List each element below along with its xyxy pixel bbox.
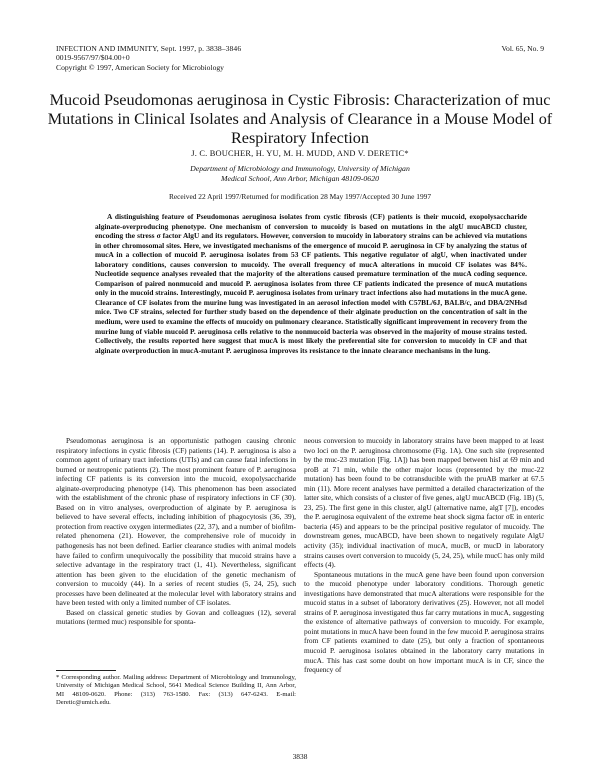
affiliation-line-1: Department of Microbiology and Immunology, University of Michigan: [190, 164, 410, 173]
affiliation-line-2: Medical School, Ann Arbor, Michigan 48109-0620: [220, 174, 380, 183]
journal-citation: INFECTION AND IMMUNITY, Sept. 1997, p. 3838–3846: [56, 44, 242, 53]
copyright: Copyright © 1997, American Society for Microbiology: [56, 62, 224, 72]
body-paragraph: Based on classical genetic studies by Govan and colleagues (12), several mutations (termed muc) responsible for sponta-: [56, 607, 296, 627]
body-column-left: [56, 436, 296, 627]
corresponding-author-footnote: * Corresponding author. Mailing address: Department of Microbiology and Immunology, University of Michigan Medical School, 5641 Medical Science Building II, Ann Arbor, MI 48109-0620. Phone: (313) 763-1580. Fax: (313) 647-6243. E-mail: Deretic@umich.edu.: [56, 674, 296, 707]
journal-header: [56, 44, 241, 72]
issn: 0019-9567/97/$04.00+0: [56, 53, 130, 63]
abstract: A distinguishing feature of Pseudomonas aeruginosa isolates from cystic fibrosis (CF) patients is their mucoid, exopolysaccharide alginate-overproducing phenotype. One mechanism of conversion to mucoidy is based on mutations in the algU mucABCD cluster, encoding the stress σ factor AlgU and its regulators. However, conversion to mucoidy in laboratory strains can be achieved via mutations in other chromosomal sites. Here, we investigated mechanisms of the emergence of mucoid P. aeruginosa in CF by analyzing the status of mucA in a collection of mucoid P. aeruginosa isolates from 53 CF patients. This negative regulator of algU, when inactivated under laboratory conditions, causes conversion to mucoidy. The overall frequency of mucA alterations in mucoid CF isolates was 84%. Nucleotide sequence analyses revealed that the majority of the alterations caused premature termination of the mucA coding sequence. Comparison of paired nonmucoid and mucoid P. aeruginosa isolates from three CF patients indicated the presence of mucA mutations only in the mucoid strains. Interestingly, mucoid P. aeruginosa isolates from urinary tract infections also had mutations in the mucA gene. Clearance of CF isolates from the murine lung was investigated in an aerosol infection model with C57BL/6J, BALB/c, and DBA/2NHsd mice. Two CF strains, selected for further study based on the dependence of their alginate production on the concentration of salt in the medium, were used to examine the effects of mucoidy on pulmonary clearance. Statistically significant improvement in recovery from the murine lung of viable mucoid P. aeruginosa cells relative to the nonmucoid bacteria was observed in the majority of mouse strains tested. Collectively, the results reported here suggest that mucA is most likely the preferential site for conversion to mucoidy in CF and that alginate overproduction in mucA-mutant P. aeruginosa improves its resistance to the innate clearance mechanisms in the lung.: [95, 212, 527, 355]
author-list: J. C. BOUCHER, H. YU, M. H. MUDD, AND V. DERETIC*: [191, 149, 409, 158]
received-dates: Received 22 April 1997/Returned for modification 28 May 1997/Accepted 30 June 1997: [168, 192, 432, 201]
affiliation: [0, 164, 600, 184]
volume-issue: Vol. 65, No. 9: [501, 44, 544, 53]
footnote-rule: [56, 670, 116, 671]
body-paragraph: neous conversion to mucoidy in laboratory strains have been mapped to at least two loci on the P. aeruginosa chromosome (Fig. 1A). One such site (represented by the muc-23 mutation [Fig. 1A]) has been mapped between hisI at 69 min and proB at 71 min, while the other major locus (represented by the muc-22 mutation) has been found to be cotransducible with the pruAB marker at 67.5 min (11). More recent analyses have permitted a detailed characterization of the latter site, which consists of a cluster of five genes, algU mucABCD (Fig. 1B) (5, 23, 25). The first gene in this cluster, algU (alternative name, algT [7]), encodes the P. aeruginosa equivalent of the extreme heat shock sigma factor σE in enteric bacteria (45) and appears to be the principal positive regulator of mucoidy. The downstream genes, mucABCD, have been shown to negatively regulate AlgU activity (35); individual inactivation of mucA, mucB, or mucD in laboratory strains causes overt conversion to mucoidy (5, 24, 25), while mucC has only mild effects (4).: [304, 436, 544, 570]
body-column-right: [304, 436, 544, 675]
page-number: 3838: [292, 752, 308, 761]
body-paragraph: Pseudomonas aeruginosa is an opportunistic pathogen causing chronic respiratory infections in cystic fibrosis (CF) patients (14). P. aeruginosa is also a common agent of urinary tract infections (UTIs) and can cause fatal infections in burned or neutropenic patients (2). The most prominent feature of P. aeruginosa infecting CF patients is its conversion into the mucoid, exopolysaccharide alginate-overproducing phenotype (14). This phenomenon has been associated with the establishment of the chronic phase of respiratory infections in CF (30). Based on in vitro analyses, overproduction of alginate by P. aeruginosa is believed to have several effects, including inhibition of phagocytosis (36, 39), protection from reactive oxygen intermediates (22, 37), and a number of biofilm-related phenomena (21). However, the comprehensive role of mucoidy in pathogenesis has not been defined. Earlier clearance studies with animal models have failed to confirm unequivocally the possibility that mucoid strains have a selective advantage in the respiratory tract (1, 41). Nevertheless, significant attention has been given to the elucidation of the genetic mechanism of conversion to mucoidy (44). In a series of recent studies (5, 24, 25), such processes have been delineated at the molecular level with laboratory strains and have been tested with only a limited number of CF isolates.: [56, 436, 296, 608]
article-title: Mucoid Pseudomonas aeruginosa in Cystic Fibrosis: Characterization of muc Mutations in Clinical Isolates and Analysis of Clearance in a Mouse Model of Respiratory Infection: [47, 91, 553, 147]
body-paragraph: Spontaneous mutations in the mucA gene have been found upon conversion to the mucoid phenotype under laboratory conditions. Thorough genetic investigations have demonstrated that mucA alterations were responsible for the mucoid status in a subset of laboratory derivatives (25). However, not all model strains of P. aeruginosa investigated thus far carry mutations in mucA, suggesting the existence of alternative pathways of conversion to mucoidy. For example, point mutations in mucA have been found in the few mucoid P. aeruginosa strains from CF patients examined to date (25), but only a fraction of spontaneous mucoid P. aeruginosa isolates obtained in the laboratory carry mutations in mucA. This has cast some doubt on how important mucA is in CF, since the frequency of: [304, 569, 544, 675]
